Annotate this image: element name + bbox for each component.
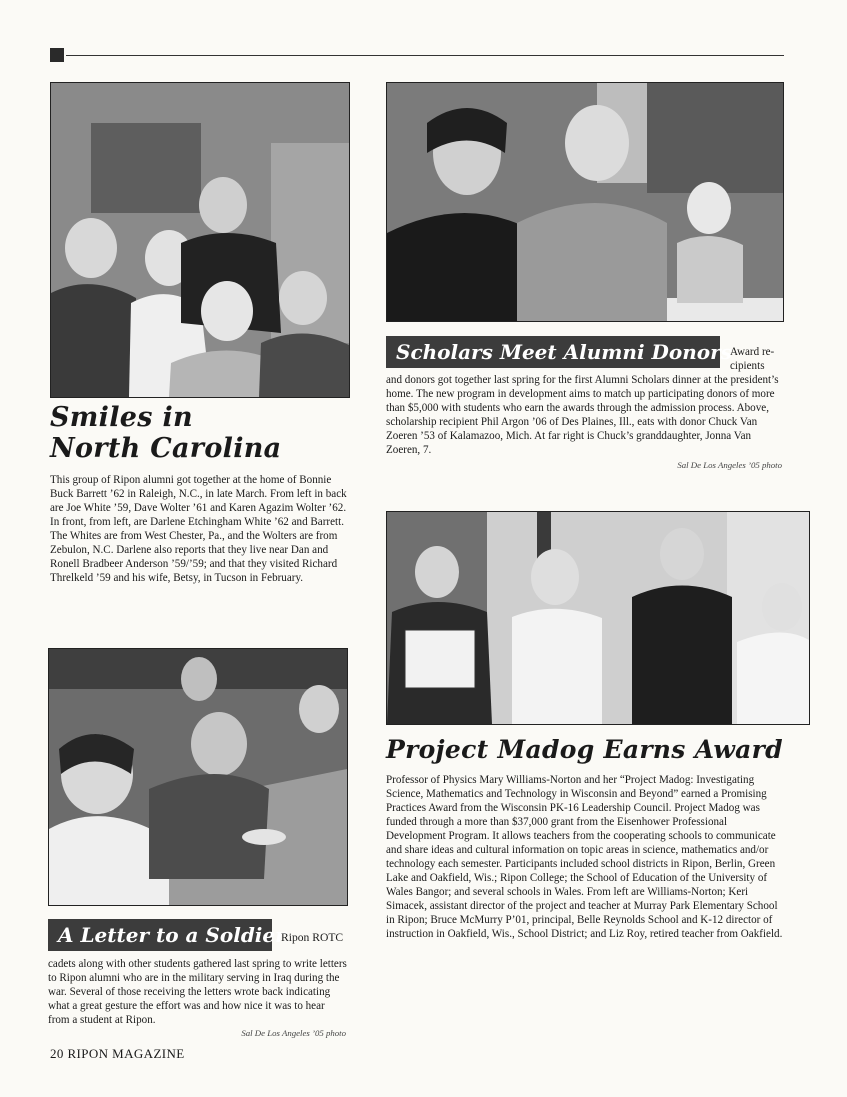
magazine-name: RIPON MAGAZINE bbox=[67, 1046, 185, 1061]
photo-madog-graphic bbox=[387, 512, 809, 724]
top-divider bbox=[66, 55, 784, 56]
section-bullet bbox=[50, 48, 64, 62]
soldier-title-banner: A Letter to a Soldier bbox=[48, 919, 272, 951]
scholars-caption: and donors got together last spring for the first Alumni Scholars dinner at the president’s home. The new program in development aims to match up participating donors of more than $5,000 with students who earn the awards through the admission process. Above, scholarship recipient Phil Argon ’06 of Des Plaines, Ill., eats with donor Chuck Van Zoeren ’53 of Kalamazoo, Mich. At far right is Chuck’s granddaughter, Jonna Van Zoeren, 7. bbox=[386, 374, 779, 456]
page-number: 20 bbox=[50, 1046, 64, 1061]
smiles-title-line1: Smiles in bbox=[50, 402, 193, 433]
madog-title: Project Madog Earns Award bbox=[386, 735, 783, 764]
soldier-caption: cadets along with other students gathered last spring to write letters to Ripon alumni who are in the military serving in Iraq during the war. Several of those receiving the letters wrote back indicating what a great gesture the effort was and how nice it was to hear from a student at Ripon. bbox=[48, 958, 347, 1026]
scholars-lead: Award re-cipients bbox=[730, 346, 775, 372]
photo-scholars-dinner bbox=[386, 82, 784, 322]
smiles-title bbox=[50, 402, 350, 464]
smiles-caption: This group of Ripon alumni got together at the home of Bonnie Buck Barrett ’62 in Raleigh, N.C., in late March. From left in back are Joe White ’59, Dave Wolter ’61 and Karen Agazim Wolter ’62. In front, from left, are Darlene Etchingham White ’62 and Barrett. The Whites are from West Chester, Pa., and the Wolters are from Zebulon, N.C. Darlene also reports that they live near Dan and Ronell Bradbeer Anderson ’59/’59; and that they visited Richard Threlkeld ’59 and his wife, Betsy, in Tucson in February. bbox=[50, 474, 347, 584]
soldier-lead: Ripon ROTC bbox=[281, 931, 344, 944]
madog-caption: Professor of Physics Mary Williams-Norton and her “Project Madog: Investigating Science, Mathematics and Technology in Wisconsin and Beyond” earned a Promising Practices Award from the Wisconsin PK-16 Leadership Council. Project Madog was funded through a more than $37,000 grant from the Eisenhower Professional Development Program. It allows teachers from the cooperating schools to communicate and share ideas and cultural information on topic areas in science, mathematics and/or technology each semester. Participants included school districts in Ripon, Berlin, Green Lake and Oakfield, Wis.; Ripon College; the School of Education of the University of Wales Bangor; and several schools in Wales. From left are Williams-Norton; Keri Simacek, assistant director of the project and teacher at Murray Park Elementary School in Ripon; Bruce McMurry P’01, principal, Belle Reynolds School and K-12 director of instruction in Oakfield, Wis., School District; and Liz Roy, retired teacher from Oakfield. bbox=[386, 774, 783, 940]
photo-nc-alumni-group bbox=[50, 82, 350, 398]
scholars-photo-credit: Sal De Los Angeles ’05 photo bbox=[677, 460, 782, 470]
soldier-photo-credit: Sal De Los Angeles ’05 photo bbox=[241, 1028, 346, 1038]
page-footer bbox=[50, 1046, 185, 1062]
photo-soldier-graphic bbox=[49, 649, 347, 905]
photo-nc-alumni-graphic bbox=[51, 83, 349, 397]
photo-project-madog bbox=[386, 511, 810, 725]
scholars-title-banner: Scholars Meet Alumni Donors bbox=[386, 336, 720, 368]
photo-scholars-graphic bbox=[387, 83, 783, 321]
photo-letter-to-soldier bbox=[48, 648, 348, 906]
smiles-title-line2: North Carolina bbox=[50, 433, 282, 464]
